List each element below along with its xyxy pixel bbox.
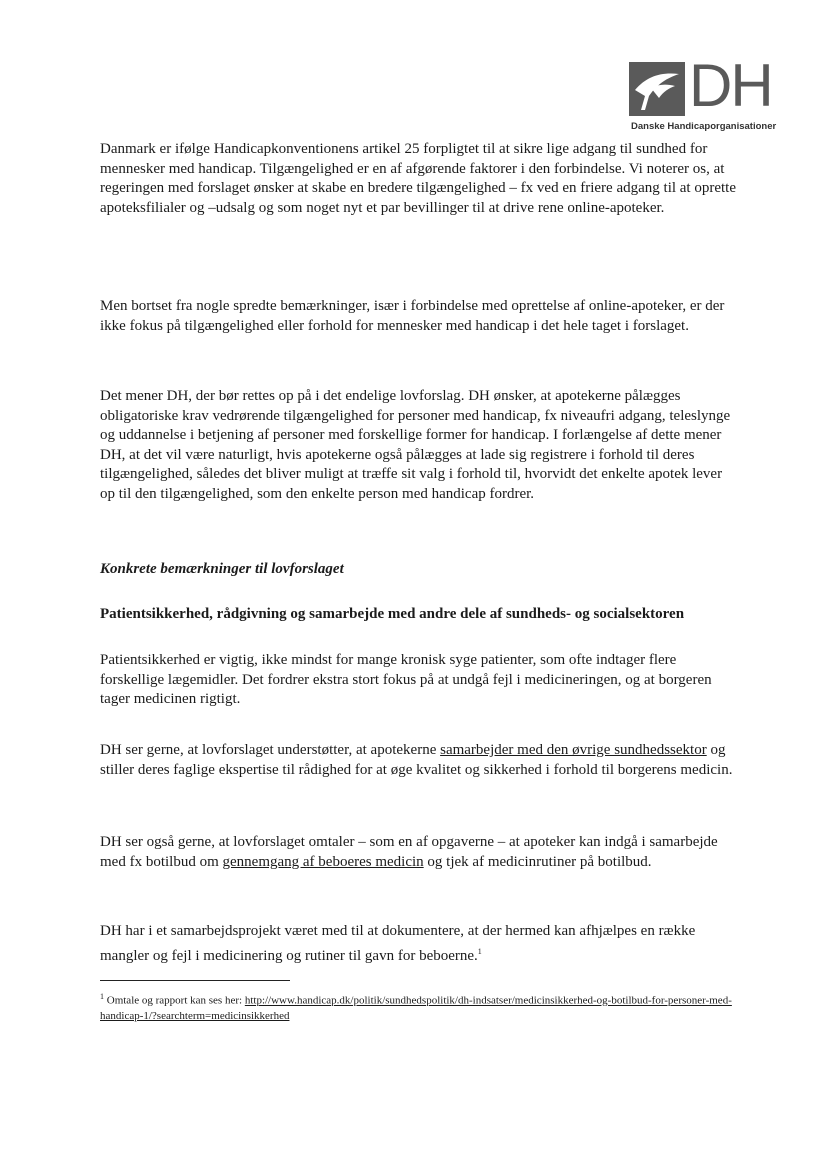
text-segment: DH ser gerne, at lovforslaget understøtter, at apotekerne <box>100 742 441 758</box>
dh-logo <box>629 52 785 134</box>
logo-subtitle: Danske Handicaporganisationer <box>631 121 777 132</box>
footnote-ref[interactable]: 1 <box>477 946 482 956</box>
footnote-marker: 1 <box>100 992 104 1001</box>
samarbejder-link[interactable]: samarbejder med den øvrige sundhedssektor <box>440 742 707 758</box>
paragraph-1 <box>100 140 740 218</box>
paragraph-text <box>100 833 740 872</box>
footnote-divider <box>100 980 290 981</box>
paragraph-4 <box>100 651 740 710</box>
subheading <box>100 605 740 625</box>
paragraph-text: Patientsikkerhed er vigtig, ikke mindst for mange kronisk syge patienter, som ofte indtager flere forskellige lægemidler. Det fordrer ekstra stort fokus på at undgå fejl i medicineringen, og at borgeren tager medicinen rigtigt. <box>100 652 712 707</box>
paragraph-text: Det mener DH, der bør rettes op på i det endelige lovforslag. DH ønsker, at apotekerne pålægges obligatoriske krav vedrørende tilgængelighed for personer med handicap, fx niveaufri adgang, teleslynge og uddannelse i betjening af personer med forskellige former for handicap. I forlængelse af dette mener DH, at det vil være naturligt, hvis apotekerne også pålægges at lade sig registrere i forhold til deres tilgængelighed, således det bliver muligt at træffe sit valg i forhold til, hvorvidt det enkelte apotek lever op til den tilgængelighed, som den enkelte person med handicap fordrer. <box>100 388 731 502</box>
paragraph-text: Men bortset fra nogle spredte bemærkninger, især i forbindelse med oprettelse af online-apoteker, er der ikke fokus på tilgængelighed eller forhold for mennesker med handicap i det hele taget i forslaget. <box>100 298 725 334</box>
gennemgang-link[interactable]: gennemgang af beboeres medicin <box>222 853 424 870</box>
section-heading-text: Konkrete bemærkninger til lovforslaget <box>100 561 344 577</box>
footnote <box>100 989 736 1025</box>
section-heading <box>100 560 740 580</box>
paragraph-3 <box>100 387 740 504</box>
dh-logo-bird-icon <box>629 62 685 116</box>
paragraph-2 <box>100 297 740 336</box>
subheading-text: Patientsikkerhed, rådgivning og samarbejde med andre dele af sundheds- og socialsektoren <box>100 606 685 622</box>
paragraph-6 <box>100 833 740 872</box>
footnote-text: Omtale og rapport kan ses her: <box>106 994 245 1007</box>
text-segment: og tjek af medicinrutiner på botilbud. <box>423 853 652 870</box>
paragraph-text <box>100 741 740 780</box>
paragraph-7 <box>100 922 740 966</box>
logo-letters: DH <box>689 52 772 119</box>
footnote-url-link[interactable]: http://www.handicap.dk/politik/sundhedspolitik/dh-indsatser/medicinsikkerhed-og-botilbud-for-personer-med-handicap-1/?searchterm=medicinsikkerhed <box>100 994 732 1023</box>
text-segment: DH har i et samarbejdsprojekt været med til at dokumentere, at der hermed kan afhjælpes en række mangler og fejl i medicinering og rutiner til gavn for beboerne. <box>100 923 696 964</box>
paragraph-text: Danmark er ifølge Handicapkonventionens artikel 25 forpligtet til at sikre lige adgang til sundhed for mennesker med handicap. Tilgængelighed er en af afgørende faktorer i den forbindelse. Vi noterer os, at regeringen med forslaget ønsker at skabe en bredere tilgængelighed – fx ved en friere adgang til at oprette apoteksfilialer og –udsalg og som noget nyt et par bevillinger til at drive rene online-apoteker. <box>100 141 736 216</box>
paragraph-5 <box>100 741 740 780</box>
text-segment: og stiller deres faglige ekspertise til rådighed for at øge kvalitet og sikkerhed i forhold til borgerens medicin. <box>100 742 733 778</box>
paragraph-text <box>100 922 740 966</box>
text-segment: DH ser også gerne, at lovforslaget omtaler – som en af opgaverne – at apoteker kan indgå i samarbejde med fx botilbud om <box>100 834 718 870</box>
